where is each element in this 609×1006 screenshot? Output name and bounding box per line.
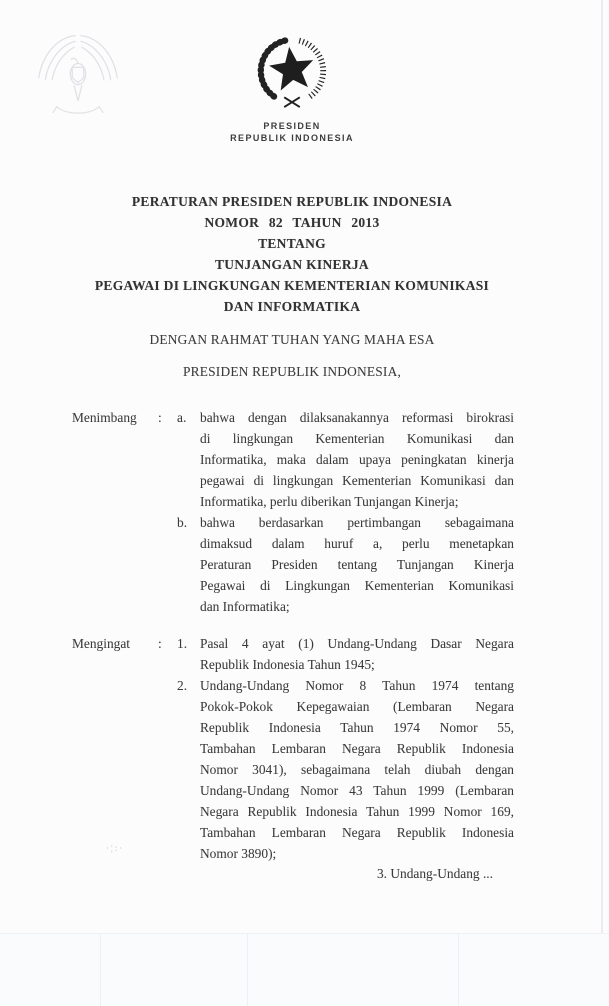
remembering-item-1 (177, 633, 514, 675)
title-line-regulation: PERATURAN PRESIDEN REPUBLIK INDONESIA (131, 194, 453, 209)
remembering-items (177, 633, 514, 864)
text-line: Republik Indonesia Tahun 1945; (200, 657, 375, 672)
considering-item-b (177, 512, 514, 617)
considering-item-a (177, 407, 514, 512)
item-marker: a. (177, 410, 187, 425)
title-line-number: NOMOR 82 TAHUN 2013 (204, 215, 380, 230)
considering-items (177, 407, 514, 617)
text-line: di lingkungan Kementerian Komunikasi dan (200, 431, 514, 446)
preamble-invocation: DENGAN RAHMAT TUHAN YANG MAHA ESA (149, 332, 435, 347)
item-text (200, 407, 514, 512)
title-block (72, 191, 512, 317)
item-text (200, 512, 514, 617)
text-line: dimaksud dalam huruf a, perlu menetapkan (200, 536, 514, 551)
title-line-tentang: TENTANG (258, 236, 326, 251)
text-line: Nomor 3890); (200, 846, 277, 861)
text-line: Pegawai di Lingkungan Kementerian Komunikasi (200, 578, 514, 593)
considering-label: Menimbang (72, 410, 137, 425)
text-line: Nomor 3041), sebagaimana telah diubah dengan (200, 762, 514, 777)
item-marker: 1. (177, 636, 188, 651)
text-line: Informatika, perlu diberikan Tunjangan Kinerja; (200, 494, 459, 509)
scan-fold-line (247, 934, 248, 1006)
text-line: Negara Republik Indonesia Tahun 1999 Nomor 169, (200, 804, 514, 819)
text-line: Tambahan Lembaran Negara Republik Indonesia (200, 741, 514, 756)
considering-section (72, 407, 514, 617)
text-line: pegawai di lingkungan Kementerian Komunikasi dan (200, 473, 514, 488)
title-line-subject3: DAN INFORMATIKA (223, 299, 361, 314)
catchword: 3. Undang-Undang ... (376, 866, 493, 881)
seal-label (72, 121, 512, 144)
text-line: Peraturan Presiden tentang Tunjangan Kinerja (200, 557, 514, 572)
item-marker: 2. (177, 678, 188, 693)
text-line: Informatika, maka dalam upaya peningkatan kinerja (200, 452, 514, 467)
text-line: Undang-Undang Nomor 8 Tahun 1974 tentang (200, 678, 514, 693)
text-line: bahwa berdasarkan pertimbangan sebagaimana (200, 515, 514, 530)
scan-artifact-mark: ·¦:· (106, 843, 125, 853)
text-line: Pokok-Pokok Kepegawaian (Lembaran Negara (200, 699, 514, 714)
scan-fold-line (100, 934, 101, 1006)
text-line: bahwa dengan dilaksanakannya reformasi birokrasi (200, 410, 514, 425)
seal-label-line1: PRESIDEN (263, 121, 321, 131)
title-line-subject1: TUNJANGAN KINERJA (215, 257, 369, 272)
item-text (200, 633, 514, 675)
text-line: Undang-Undang Nomor 43 Tahun 1999 (Lembaran (200, 783, 514, 798)
preamble-enacting: PRESIDEN REPUBLIK INDONESIA, (183, 364, 401, 379)
scanner-background-strip (0, 933, 609, 1006)
item-text (200, 675, 514, 864)
presidential-seal-icon (248, 33, 336, 114)
scan-fold-line (458, 934, 459, 1006)
remembering-colon: : (158, 636, 162, 651)
text-line: Pasal 4 ayat (1) Undang-Undang Dasar Negara (200, 636, 514, 651)
text-line: Tambahan Lembaran Negara Republik Indonesia (200, 825, 514, 840)
seal-label-line2: REPUBLIK INDONESIA (230, 132, 354, 143)
text-line: dan Informatika; (200, 599, 290, 614)
item-marker: b. (177, 515, 188, 530)
title-line-subject2: PEGAWAI DI LINGKUNGAN KEMENTERIAN KOMUNIKASI (94, 278, 490, 293)
letterhead (72, 33, 512, 144)
text-line: Republik Indonesia Tahun 1974 Nomor 55, (200, 720, 514, 735)
remembering-label: Mengingat (72, 636, 131, 651)
considering-colon: : (158, 410, 162, 425)
remembering-item-2 (177, 675, 514, 864)
remembering-section (72, 633, 514, 864)
page-edge-line (601, 0, 603, 1006)
